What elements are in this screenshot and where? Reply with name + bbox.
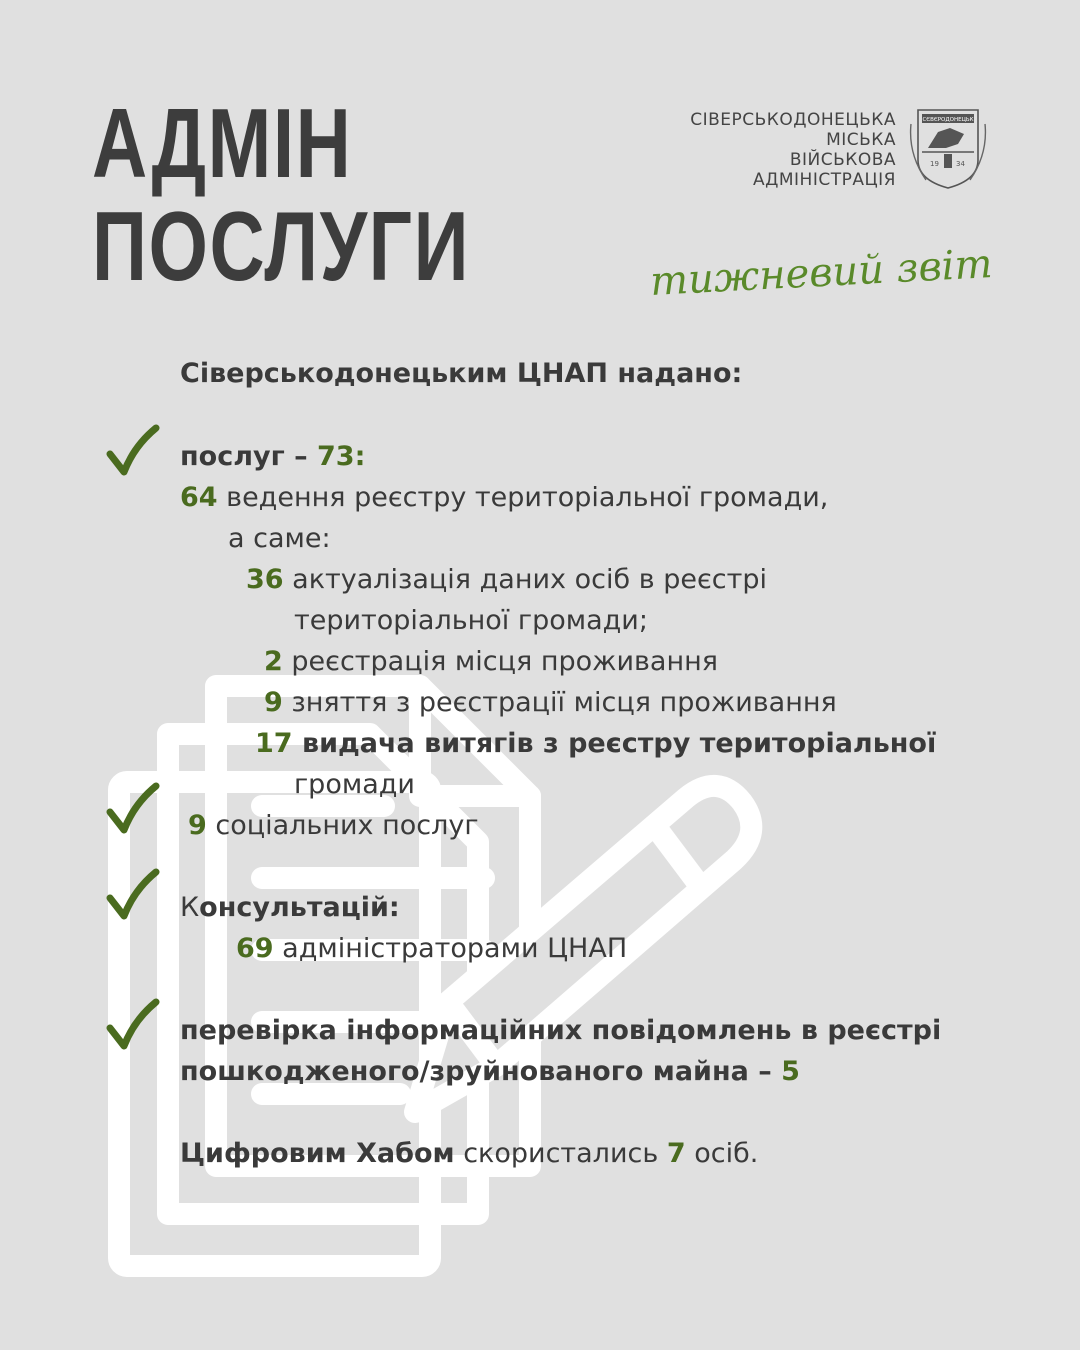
registry-line: 64 ведення реєстру територіальної громади,: [180, 482, 829, 513]
weekly-report-subtitle: тижневий звіт: [649, 241, 994, 305]
registry-item-extracts-cont: громади: [294, 769, 415, 800]
crest-year-right: 34: [956, 160, 965, 168]
registry-item-update-cont: територіальної громади;: [294, 605, 648, 636]
city-crest-logo: [906, 104, 990, 192]
organization-name: СІВЕРСЬКОДОНЕЦЬКА МІСЬКА ВІЙСЬКОВА АДМІНІСТРАЦІЯ: [690, 110, 896, 190]
intro-heading: Сіверськодонецьким ЦНАП надано:: [180, 358, 743, 389]
registry-item-deregistration: 9 зняття з реєстрації місця проживання: [264, 687, 837, 718]
consultations-line: 69 адміністраторами ЦНАП: [236, 933, 628, 964]
checkmark-icon: [106, 424, 160, 478]
checkmark-icon: [106, 998, 160, 1052]
services-total-line: послуг – 73:: [180, 441, 366, 472]
digital-hub-line: Цифровим Хабом скористались 7 осіб.: [180, 1138, 759, 1169]
property-check-line1: перевірка інформаційних повідомлень в реєстрі: [180, 1015, 942, 1046]
registry-item-registration: 2 реєстрація місця проживання: [264, 646, 719, 677]
registry-item-extracts: 17 видача витягів з реєстру територіальної: [255, 728, 937, 759]
page-title: АДМІН ПОСЛУГИ: [92, 88, 471, 301]
consultations-heading: Консультацій:: [180, 892, 400, 923]
property-check-line2: пошкодженого/зруйнованого майна – 5: [180, 1056, 800, 1087]
social-services-line: 9 соціальних послуг: [188, 810, 479, 841]
crest-year-left: 19: [930, 160, 939, 168]
crest-banner-text: СЄВЄРОДОНЕЦЬК: [922, 117, 974, 123]
registry-item-update: 36 актуалізація даних осіб в реєстрі: [246, 564, 767, 595]
checkmark-icon: [106, 782, 160, 836]
registry-line-cont: а саме:: [228, 523, 331, 554]
checkmark-icon: [106, 868, 160, 922]
